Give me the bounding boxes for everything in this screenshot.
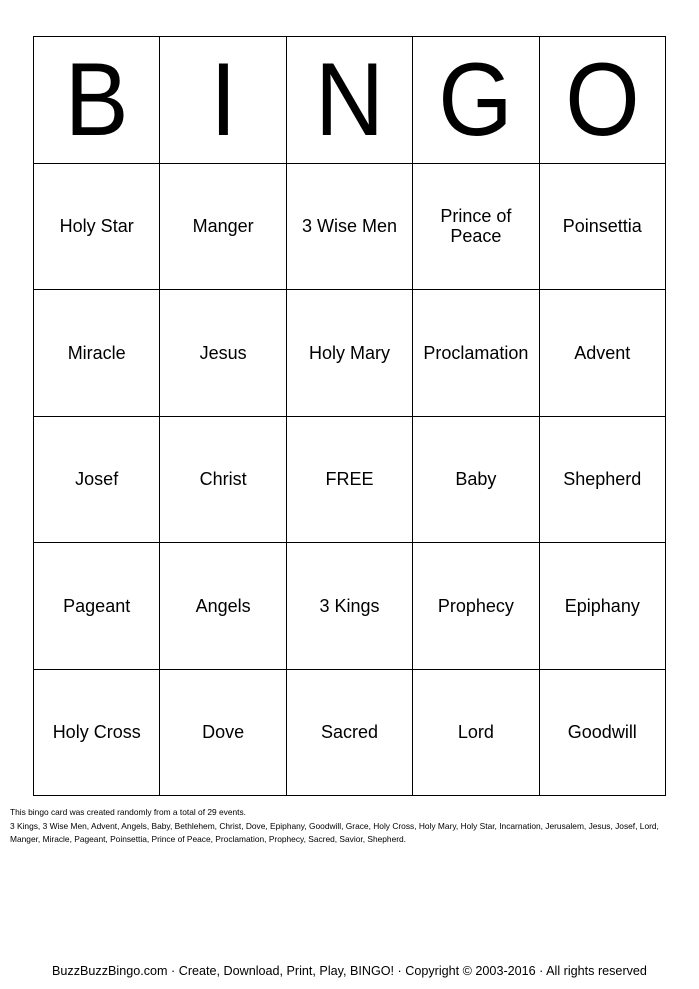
cell-text: Shepherd <box>563 469 642 490</box>
cell-text: Josef <box>75 469 119 490</box>
footnote-intro: This bingo card was created randomly from a total of 29 events. <box>10 807 247 817</box>
header-letter: I <box>209 41 237 158</box>
cell-text: Pageant <box>63 595 131 616</box>
bingo-cell <box>287 164 413 291</box>
bingo-card <box>33 36 666 796</box>
cell-text: Baby <box>455 469 497 490</box>
bingo-cell <box>34 417 160 544</box>
bingo-cell <box>287 543 413 670</box>
cell-text: Poinsettia <box>562 216 642 237</box>
bingo-cell <box>34 543 160 670</box>
bingo-cell <box>287 670 413 797</box>
bingo-cell <box>413 290 539 417</box>
cell-text: Manger <box>192 216 254 237</box>
card-footnote <box>10 806 690 847</box>
bingo-cell <box>540 290 666 417</box>
cell-text: Dove <box>202 722 245 743</box>
bingo-cell <box>413 417 539 544</box>
cell-text: Proclamation <box>423 342 529 363</box>
cell-text: FREE <box>325 469 374 490</box>
cell-text: Lord <box>457 722 494 743</box>
bingo-cell <box>160 543 286 670</box>
bingo-cell <box>540 670 666 797</box>
header-letter-n <box>287 37 413 164</box>
cell-text: Miracle <box>67 342 126 363</box>
cell-text: Holy Mary <box>308 342 390 363</box>
cell-text: Prophecy <box>437 595 514 616</box>
bingo-cell <box>413 670 539 797</box>
cell-text: 3 Wise Men <box>301 216 397 237</box>
copyright-footer: BuzzBuzzBingo.com · Create, Download, Print, Play, BINGO! · Copyright © 2003-2016 · All rights reserved <box>52 964 647 978</box>
cell-text: Sacred <box>320 722 379 743</box>
cell-text: Goodwill <box>567 722 637 743</box>
bingo-cell <box>160 417 286 544</box>
footnote-event-list: 3 Kings, 3 Wise Men, Advent, Angels, Baby, Bethlehem, Christ, Dove, Epiphany, Goodwill, Grace, Holy Cross, Holy Mary, Holy Star, Incarnation, Jerusalem, Jesus, Josef, Lord, Manger, Miracle, Pageant, Poinsettia, Prince of Peace, Proclamation, Prophecy, Sacred, Savior, Shepherd. <box>10 820 659 844</box>
bingo-cell <box>34 670 160 797</box>
header-letter-o <box>540 37 666 164</box>
cell-text: Holy Star <box>59 216 134 237</box>
cell-text: Advent <box>574 342 631 363</box>
bingo-cell <box>540 543 666 670</box>
free-space-cell <box>287 417 413 544</box>
header-letter: B <box>64 41 129 158</box>
cell-text: Prince of Peace <box>440 206 512 247</box>
cell-text: Jesus <box>199 342 247 363</box>
bingo-cell <box>160 670 286 797</box>
header-letter-g <box>413 37 539 164</box>
bingo-cell <box>160 164 286 291</box>
header-letter: G <box>438 41 514 158</box>
bingo-cell <box>287 290 413 417</box>
bingo-cell <box>540 417 666 544</box>
cell-text: Holy Cross <box>52 722 141 743</box>
bingo-cell <box>34 164 160 291</box>
bingo-cell <box>413 164 539 291</box>
bingo-cell <box>34 290 160 417</box>
bingo-cell <box>413 543 539 670</box>
header-letter: O <box>565 41 640 158</box>
header-letter-b <box>34 37 160 164</box>
cell-text: Angels <box>195 595 251 616</box>
cell-text: 3 Kings <box>319 595 380 616</box>
header-letter-i <box>160 37 286 164</box>
cell-text: Christ <box>199 469 247 490</box>
bingo-cell <box>540 164 666 291</box>
cell-text: Epiphany <box>564 595 640 616</box>
bingo-cell <box>160 290 286 417</box>
header-letter: N <box>314 41 385 158</box>
